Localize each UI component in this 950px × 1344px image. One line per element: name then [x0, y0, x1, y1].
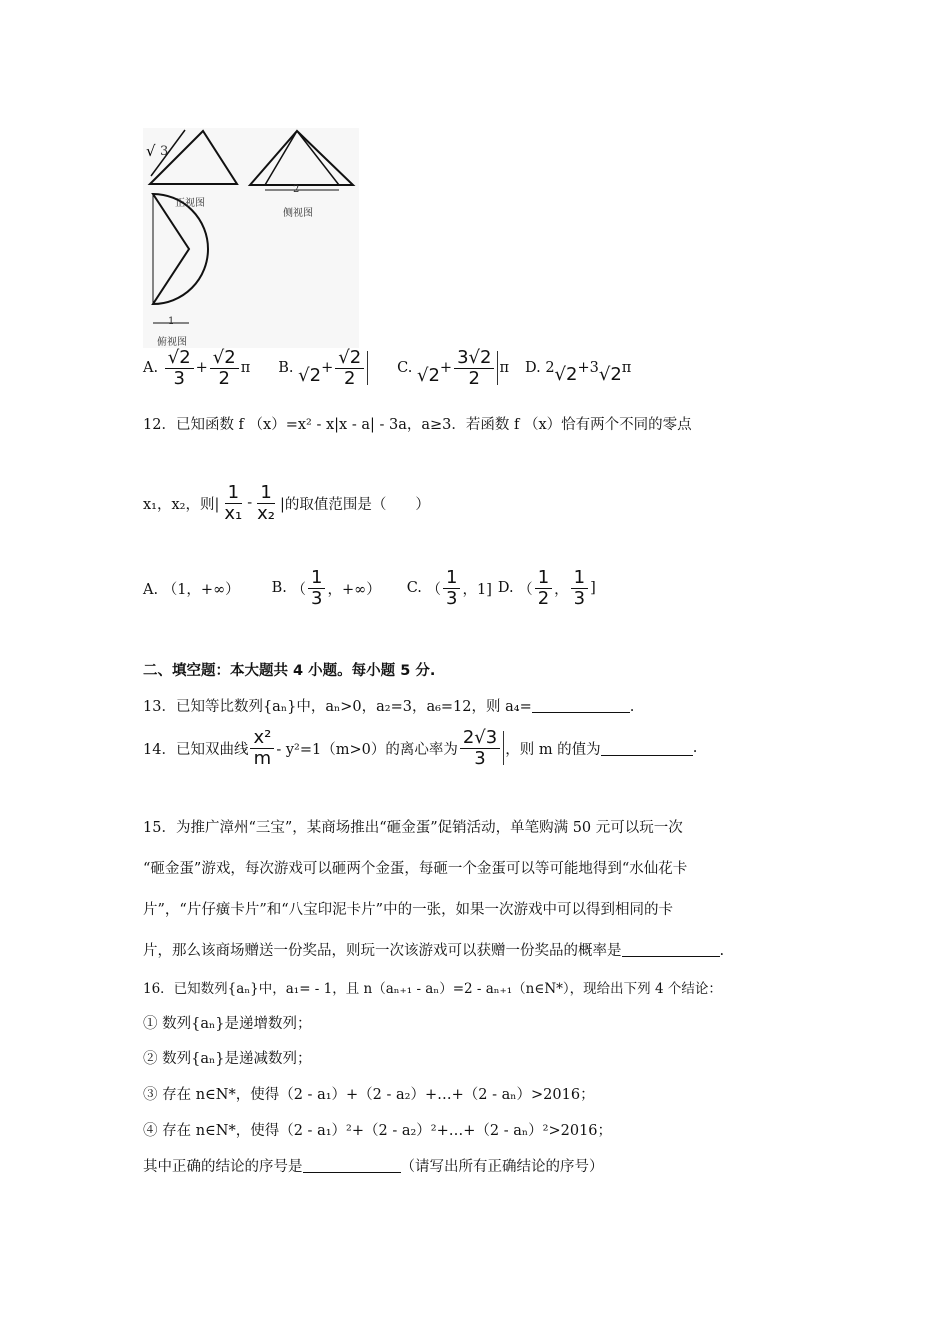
q12-options	[143, 568, 596, 609]
side-width-value: 2	[293, 184, 300, 195]
three-view-diagram	[143, 128, 359, 348]
q11-a-frac2: $\frac{√2}{2}$	[210, 348, 239, 389]
q16-conclusion-3: ③ 存在 n∈N*，使得（2 - a₁）+（2 - a₂）+…+（2 - aₙ）>2016；	[143, 1087, 595, 1103]
q15-line3: 片”，“片仔癀卡片”和“八宝印泥卡片”中的一张，如果一次游戏中可以得到相同的卡	[143, 902, 674, 918]
q12-option-b: B. （ $\frac{1}{3}$ ，+∞）	[271, 567, 381, 609]
q11-options	[143, 348, 631, 389]
side-view-inner	[265, 131, 339, 185]
q11-option-d: D. 2 √2 +3 √2 π	[524, 360, 632, 385]
q14-frac-eccentricity: $\frac{2√3}{3}$	[460, 728, 500, 769]
q16-stem: 16．已知数列{aₙ}中，a₁= - 1，且 n（aₙ₊₁ - aₙ）=2 - aₙ₊₁（n∈N*），现给出下列 4 个结论：	[143, 981, 722, 997]
side-view-label: 侧视图	[283, 208, 313, 219]
section-heading: 二、填空题：本大题共 4 小题。每小题 5 分.	[143, 663, 436, 679]
top-view-sector	[153, 194, 208, 304]
q15-line4: 片，那么该商场赠送一份奖品，则玩一次该游戏可以获赠一份奖品的概率是 .	[143, 943, 725, 959]
top-width-value: 1	[168, 316, 175, 327]
three-view-figure	[143, 128, 359, 348]
q16-conclusion-2: ② 数列{aₙ}是递减数列；	[143, 1051, 312, 1067]
q11-b-frac: $\frac{√2}{2}$	[335, 348, 364, 389]
q11-option-a: A. $\frac{√2}{3}$ + $\frac{√2}{2}$ π	[143, 347, 251, 389]
q12-option-d: D. （ $\frac{1}{2}$ ， $\frac{1}{3}$ ]	[497, 567, 596, 609]
q15-answer-blank[interactable]	[622, 942, 720, 957]
q12-frac2: $\frac{1}{\text{x₂}}$	[257, 482, 276, 524]
q12-option-c: C. （ $\frac{1}{3}$ ，1]	[406, 567, 492, 609]
q12-frac1: $\frac{1}{\text{x₁}}$	[224, 482, 243, 524]
side-view-outer	[250, 131, 353, 185]
q16-conclusion-1: ① 数列{aₙ}是递增数列；	[143, 1016, 312, 1032]
q12-option-a: A. （1，+∞）	[143, 581, 240, 598]
q15-line2: “砸金蛋”游戏，每次游戏可以砸两个金蛋，每砸一个金蛋可以等可能地得到“水仙花卡	[143, 861, 688, 877]
q11-a-frac1: $\frac{√2}{3}$	[165, 348, 194, 389]
q15-line1: 15．为推广漳州“三宝”，某商场推出“砸金蛋”促销活动，单笔购满 50 元可以玩一次	[143, 820, 683, 836]
q12-stem: 12．已知函数 f （x）=x² - x|x - a| - 3a，a≥3．若函数 f （x）恰有两个不同的零点	[143, 417, 692, 433]
q16-answer-blank[interactable]	[303, 1158, 401, 1173]
sqrt3-label: √	[146, 142, 156, 160]
q12-line2: x₁，x₂，则| $\frac{1}{\text{x₁}}$ - $\frac{1}{\text{x₂}}$ |的取值范围是（ ）	[143, 482, 430, 524]
sqrt3-value: 3	[160, 144, 169, 159]
top-view-label: 俯视图	[157, 337, 187, 348]
front-view-label: 正视图	[175, 198, 205, 209]
q16-answer-line: 其中正确的结论的序号是 （请写出所有正确结论的序号）	[143, 1159, 604, 1175]
q11-option-b: B. √2 + $\frac{√2}{2}$	[278, 348, 369, 389]
q13: 13．已知等比数列{aₙ}中，aₙ>0，a₂=3，a₆=12，则 a₄= .	[143, 699, 635, 715]
q14-answer-blank[interactable]	[601, 741, 693, 756]
q14-frac-hyperbola: $\frac{\text{x²}}{m}$	[250, 728, 274, 769]
q11-option-c: C. √2 + $\frac{3√2}{2}$ π	[397, 347, 509, 389]
q14: 14．已知双曲线 $\frac{\text{x²}}{m}$ - y²=1（m>0）的离心率为 $\frac{2√3}{3}$ ，则 m 的值为 .	[143, 727, 698, 769]
q11-c-frac: $\frac{3√2}{2}$	[454, 348, 494, 389]
q13-answer-blank[interactable]	[532, 698, 630, 713]
q16-conclusion-4: ④ 存在 n∈N*，使得（2 - a₁）²+（2 - a₂）²+…+（2 - aₙ）²>2016；	[143, 1123, 613, 1139]
